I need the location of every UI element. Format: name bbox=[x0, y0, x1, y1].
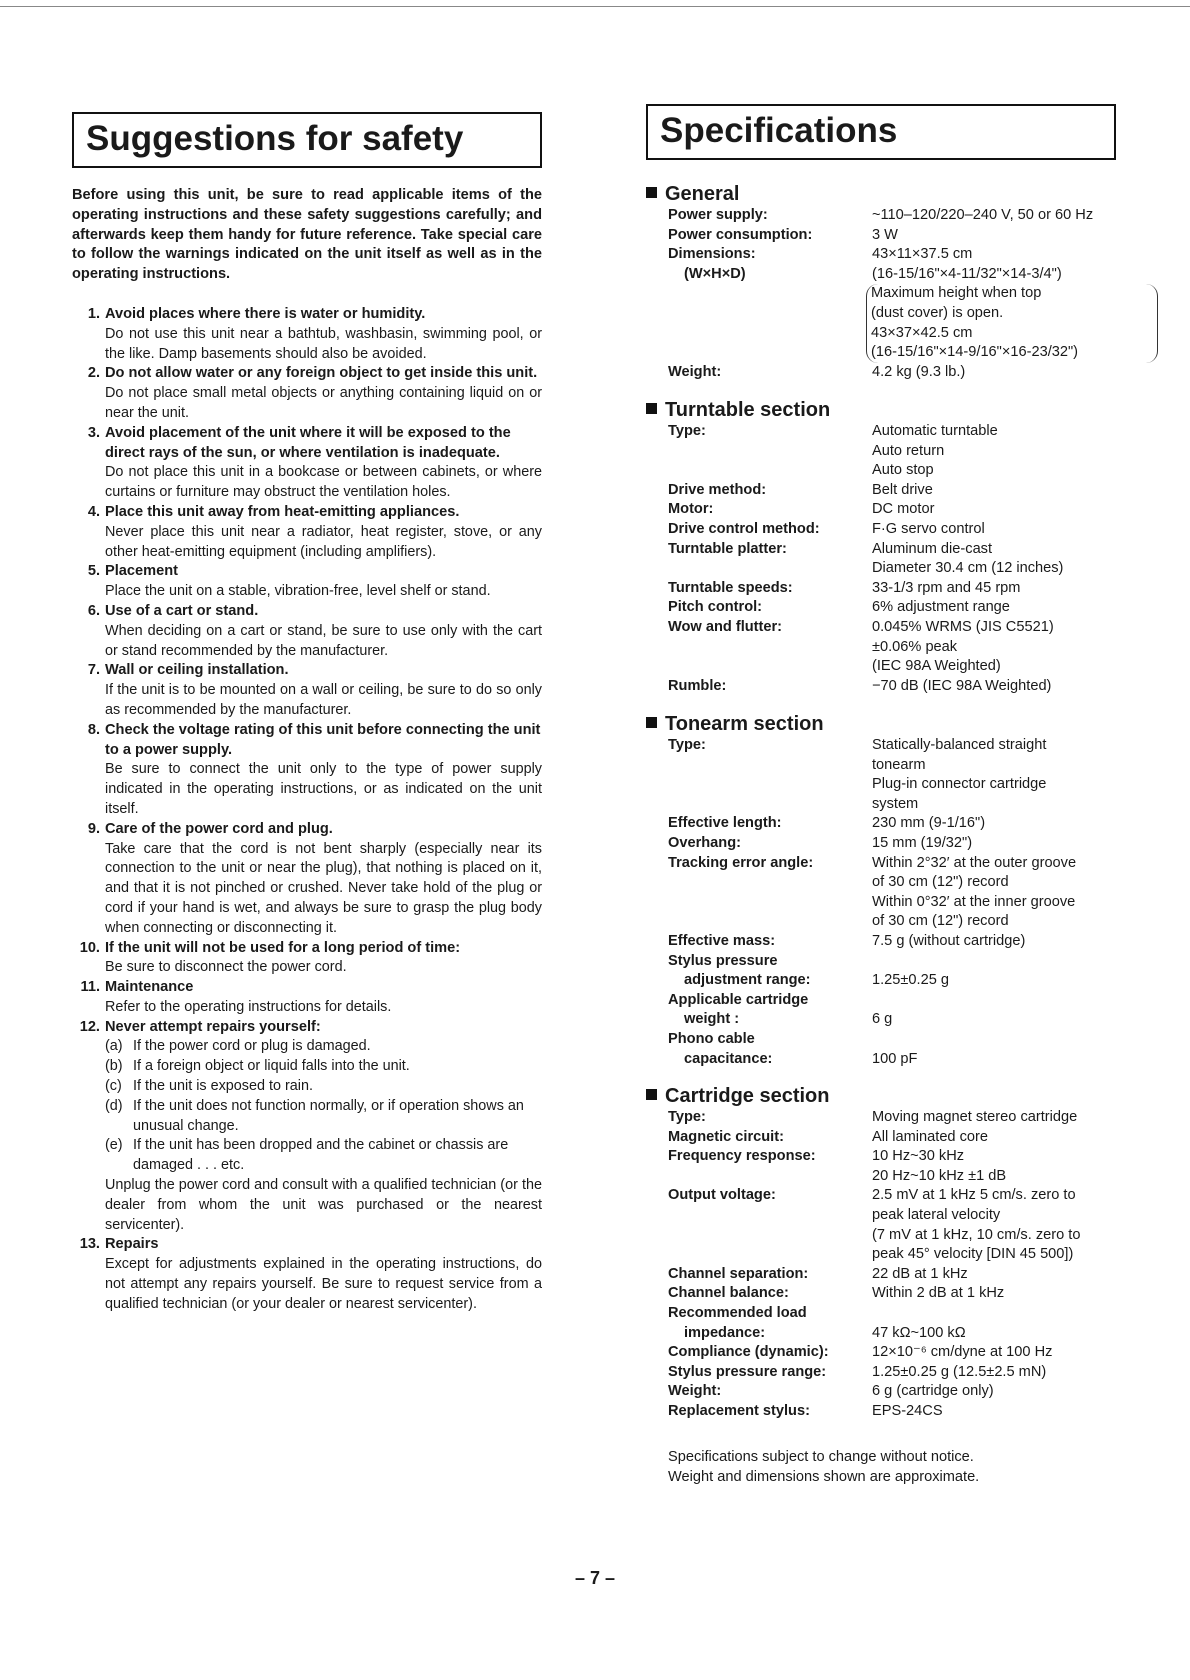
spec-value: Within 2 dB at 1 kHz bbox=[872, 1285, 1005, 1302]
tonearm-section bbox=[646, 712, 1146, 1069]
spec-value bbox=[872, 991, 1146, 1030]
spec-label: Channel separation: bbox=[668, 1265, 809, 1282]
value-line: Within 0°32′ at the inner groove bbox=[872, 893, 1076, 910]
item-body: Never place this unit near a radiator, heat register, stove, or any other heat-emitting equipment (including amplifiers). bbox=[105, 523, 542, 560]
safety-item-12 bbox=[72, 1018, 542, 1236]
sub-text: If the unit has been dropped and the cabinet or chassis are damaged . . . etc. bbox=[133, 1137, 509, 1174]
spec-value bbox=[872, 952, 1146, 991]
turntable-heading bbox=[646, 398, 1146, 422]
spec-effective-mass bbox=[646, 932, 1146, 952]
safety-item-6 bbox=[72, 602, 542, 661]
label-line: Recommended load bbox=[668, 1304, 807, 1321]
item-number: 13. bbox=[79, 1236, 100, 1253]
sub-letter: (e) bbox=[105, 1137, 123, 1154]
item-heading: Avoid placement of the unit where it will be exposed to the direct rays of the sun, or where ventilation is inadequate. bbox=[105, 424, 511, 461]
item-heading: Wall or ceiling installation. bbox=[105, 662, 289, 679]
item-body: Be sure to connect the unit only to the type of power supply indicated in the operating instructions, or as indicated on the unit itself. bbox=[105, 761, 542, 817]
spec-value: All laminated core bbox=[872, 1128, 988, 1145]
spec-label: Power consumption: bbox=[668, 226, 813, 243]
item-body: Be sure to disconnect the power cord. bbox=[105, 959, 347, 976]
spec-value bbox=[872, 854, 1146, 932]
sub-letter: (c) bbox=[105, 1078, 122, 1095]
spec-overhang bbox=[646, 834, 1146, 854]
sub-text: If the unit does not function normally, or if operation shows an unusual change. bbox=[133, 1097, 524, 1134]
item-number: 12. bbox=[79, 1018, 100, 1035]
square-bullet-icon bbox=[646, 1089, 657, 1100]
item-heading: Check the voltage rating of this unit before connecting the unit to a power supply. bbox=[105, 721, 541, 758]
spec-value: 12×10⁻⁶ cm/dyne at 100 Hz bbox=[872, 1344, 1053, 1361]
value-line: 10 Hz~30 kHz bbox=[872, 1148, 965, 1165]
item-heading: Placement bbox=[105, 563, 179, 580]
spec-motor bbox=[646, 500, 1146, 520]
spec-value: 15 mm (19/32") bbox=[872, 834, 973, 851]
item-number: 1. bbox=[87, 306, 100, 322]
spec-value: F·G servo control bbox=[872, 520, 985, 537]
value-line: Aluminum die-cast bbox=[872, 540, 993, 557]
safety-item-7 bbox=[72, 661, 542, 720]
spec-channel-separation bbox=[646, 1265, 1146, 1285]
section-title: Tonearm section bbox=[665, 713, 824, 735]
spec-label: Turntable speeds: bbox=[668, 579, 793, 596]
condition-c bbox=[105, 1077, 542, 1097]
value-line: Statically-balanced straight bbox=[872, 737, 1047, 753]
safety-item-1 bbox=[72, 305, 542, 364]
spec-replacement-stylus bbox=[646, 1402, 1146, 1422]
safety-item-2 bbox=[72, 364, 542, 423]
spec-label: Pitch control: bbox=[668, 599, 763, 616]
general-heading bbox=[646, 182, 1146, 206]
spec-label: Compliance (dynamic): bbox=[668, 1344, 829, 1361]
value-line: 2.5 mV at 1 kHz 5 cm/s. zero to bbox=[872, 1187, 1076, 1204]
spec-rumble bbox=[646, 677, 1146, 697]
dimensions-inches: (16-15/16"×4-11/32"×14-3/4") bbox=[872, 265, 1062, 282]
spec-platter bbox=[646, 540, 1146, 579]
value-line: 20 Hz~10 kHz ±1 dB bbox=[872, 1167, 1007, 1184]
spec-value: Moving magnet stereo cartridge bbox=[872, 1109, 1078, 1125]
notice-line: Weight and dimensions shown are approximate. bbox=[668, 1468, 980, 1485]
safety-item-3 bbox=[72, 424, 542, 503]
spec-value: 6 g (cartridge only) bbox=[872, 1383, 994, 1400]
item-body: If the unit is to be mounted on a wall or ceiling, be sure to do so only as recommended by the manufacturer. bbox=[105, 682, 542, 718]
page-number: – 7 – bbox=[575, 1568, 616, 1588]
safety-intro: Before using this unit, be sure to read applicable items of the operating instructions and these safety suggestions carefully; and afterwards keep them handy for future reference. Take special care to follow the warnings indicated on the unit itself as well as in the operating instructions. bbox=[72, 187, 542, 283]
item-number: 8. bbox=[87, 721, 100, 738]
spec-label: Drive control method: bbox=[668, 520, 820, 537]
spec-output-voltage bbox=[646, 1186, 1146, 1264]
sub-text: If a foreign object or liquid falls into the unit. bbox=[133, 1058, 410, 1075]
cartridge-section bbox=[646, 1084, 1146, 1422]
item-heading: If the unit will not be used for a long period of time: bbox=[105, 939, 461, 956]
spec-frequency-response bbox=[646, 1147, 1146, 1186]
value-line: 0.045% WRMS (JIS C5521) bbox=[872, 618, 1054, 635]
item-number: 5. bbox=[87, 563, 100, 580]
spec-power-consumption bbox=[646, 226, 1146, 246]
value-line: of 30 cm (12") record bbox=[872, 913, 1009, 930]
value-line: 47 kΩ~100 kΩ bbox=[872, 1324, 966, 1341]
spec-tracking-error bbox=[646, 854, 1146, 932]
note-line: 43×37×42.5 cm bbox=[871, 324, 973, 341]
item-body: Unplug the power cord and consult with a qualified technician (or the dealer from whom the unit was purchased or the nearest servicenter). bbox=[105, 1177, 542, 1233]
spec-label: Tracking error angle: bbox=[668, 854, 814, 871]
spec-value: ~110–120/220–240 V, 50 or 60 Hz bbox=[872, 207, 1094, 223]
spec-label: Effective length: bbox=[668, 815, 782, 832]
spec-value: 1.25±0.25 g (12.5±2.5 mN) bbox=[872, 1363, 1047, 1380]
item-heading: Use of a cart or stand. bbox=[105, 602, 259, 619]
condition-e bbox=[105, 1136, 542, 1176]
value-line: Auto return bbox=[872, 442, 945, 459]
spec-pitch bbox=[646, 598, 1146, 618]
value-line: peak 45° velocity [DIN 45 500]) bbox=[872, 1246, 1074, 1263]
section-title: Turntable section bbox=[665, 399, 831, 421]
item-number: 11. bbox=[80, 979, 100, 996]
spec-value: Belt drive bbox=[872, 481, 933, 498]
spec-label bbox=[668, 1304, 868, 1343]
sub-letter: (a) bbox=[105, 1038, 123, 1055]
condition-b bbox=[105, 1057, 542, 1077]
item-heading: Avoid places where there is water or humidity. bbox=[105, 306, 426, 322]
item-body: Do not use this unit near a bathtub, washbasin, swimming pool, or the like. Damp basements should also be avoided. bbox=[105, 325, 542, 362]
value-line: Diameter 30.4 cm (12 inches) bbox=[872, 560, 1064, 577]
item-heading: Repairs bbox=[105, 1236, 159, 1253]
item-number: 7. bbox=[87, 662, 100, 679]
safety-item-10 bbox=[72, 939, 542, 979]
square-bullet-icon bbox=[646, 717, 657, 728]
spec-weight bbox=[646, 363, 1146, 383]
spec-dimensions bbox=[646, 245, 1146, 363]
spec-label: Type: bbox=[668, 737, 706, 753]
spec-value: 7.5 g (without cartridge) bbox=[872, 932, 1026, 949]
spec-label: Weight: bbox=[668, 1383, 722, 1400]
spec-value bbox=[872, 245, 1146, 363]
item-number: 3. bbox=[87, 424, 100, 441]
spec-label: Effective mass: bbox=[668, 932, 776, 949]
label-line: impedance: bbox=[684, 1324, 766, 1341]
spec-stylus-pressure-range bbox=[646, 1363, 1146, 1383]
spec-effective-length bbox=[646, 814, 1146, 834]
spec-speeds bbox=[646, 579, 1146, 599]
safety-title: Suggestions for safety bbox=[72, 112, 542, 168]
spec-value: −70 dB (IEC 98A Weighted) bbox=[872, 677, 1052, 694]
value-line: 100 pF bbox=[872, 1050, 918, 1067]
label-line: adjustment range: bbox=[684, 972, 811, 989]
spec-label: Drive method: bbox=[668, 481, 767, 498]
safety-item-8 bbox=[72, 721, 542, 820]
spec-cartridge-weight-row bbox=[646, 1382, 1146, 1402]
condition-a bbox=[105, 1037, 542, 1057]
item-number: 2. bbox=[87, 365, 100, 382]
spec-drive-control bbox=[646, 520, 1146, 540]
spec-cartridge-weight bbox=[646, 991, 1146, 1030]
item-body: Do not place small metal objects or anything containing liquid on or near the unit. bbox=[105, 385, 542, 421]
spec-drive-method bbox=[646, 481, 1146, 501]
sub-letter: (d) bbox=[105, 1097, 123, 1114]
safety-item-5 bbox=[72, 562, 542, 602]
spec-label bbox=[668, 991, 868, 1030]
notice-line: Specifications subject to change without notice. bbox=[668, 1449, 974, 1465]
spec-notice bbox=[668, 1448, 979, 1488]
condition-d bbox=[105, 1097, 542, 1137]
item-body: When deciding on a cart or stand, be sure to use only with the cart or stand recommended by the manufacturer. bbox=[105, 622, 542, 659]
item-body: Do not place this unit in a bookcase or between cabinets, or where curtains or furniture may obstruct the ventilation holes. bbox=[105, 464, 542, 501]
label-line: Phono cable bbox=[668, 1030, 755, 1047]
item-body: Take care that the cord is not bent sharply (especially near its connection to the unit or near the plug), that nothing is placed on it, and that it is not pinched or crushed. Never take hold of the plug or cord if your hand is wet, and always be sure to grasp the plug body when connecting or disconnecting it. bbox=[105, 840, 542, 936]
spec-value bbox=[872, 618, 1146, 677]
safety-item-4 bbox=[72, 503, 542, 562]
spec-label: Wow and flutter: bbox=[668, 618, 783, 635]
spec-stylus-pressure bbox=[646, 952, 1146, 991]
safety-list bbox=[72, 305, 542, 1315]
spec-value bbox=[872, 1030, 1146, 1069]
spec-turntable-type bbox=[646, 422, 1146, 481]
value-line: (7 mV at 1 kHz, 10 cm/s. zero to bbox=[872, 1226, 1081, 1243]
spec-value: 3 W bbox=[872, 226, 898, 243]
square-bullet-icon bbox=[646, 187, 657, 198]
item-heading: Do not allow water or any foreign object to get inside this unit. bbox=[105, 365, 538, 382]
label-line: Applicable cartridge bbox=[668, 991, 809, 1008]
spec-label: Type: bbox=[668, 423, 706, 439]
spec-channel-balance bbox=[646, 1284, 1146, 1304]
sub-text: If the unit is exposed to rain. bbox=[133, 1078, 313, 1095]
value-line: (IEC 98A Weighted) bbox=[872, 658, 1001, 675]
value-line: Within 2°32′ at the outer groove bbox=[872, 854, 1077, 871]
note-line: Maximum height when top bbox=[871, 285, 1042, 302]
item-body: Refer to the operating instructions for details. bbox=[105, 998, 392, 1015]
item-number: 9. bbox=[87, 820, 100, 837]
repair-conditions bbox=[105, 1037, 542, 1176]
spec-value: EPS-24CS bbox=[872, 1402, 943, 1419]
spec-phono-cable bbox=[646, 1030, 1146, 1069]
dimensions-sublabel: (W×H×D) bbox=[684, 265, 746, 282]
sub-letter: (b) bbox=[105, 1058, 123, 1075]
general-section bbox=[646, 182, 1146, 382]
spec-label bbox=[668, 952, 868, 991]
value-line: ±0.06% peak bbox=[872, 638, 958, 655]
value-line: Automatic turntable bbox=[872, 423, 998, 439]
turntable-section bbox=[646, 398, 1146, 696]
safety-item-13 bbox=[72, 1235, 542, 1314]
spec-label: Channel balance: bbox=[668, 1285, 789, 1302]
item-number: 4. bbox=[87, 503, 100, 520]
dimensions-note bbox=[866, 284, 1158, 362]
item-heading: Place this unit away from heat-emitting appliances. bbox=[105, 503, 460, 520]
cartridge-heading bbox=[646, 1084, 1146, 1108]
item-heading: Care of the power cord and plug. bbox=[105, 820, 333, 837]
spec-load-impedance bbox=[646, 1304, 1146, 1343]
spec-wow-flutter bbox=[646, 618, 1146, 677]
note-line: (16-15/16"×14-9/16"×16-23/32") bbox=[871, 344, 1079, 361]
top-rule bbox=[0, 6, 1190, 7]
spec-power-supply bbox=[646, 206, 1146, 226]
spec-value bbox=[872, 422, 1146, 481]
spec-value: 6% adjustment range bbox=[872, 599, 1010, 616]
spec-label: Replacement stylus: bbox=[668, 1402, 810, 1419]
spec-magnetic-circuit bbox=[646, 1128, 1146, 1148]
value-line: system bbox=[872, 795, 919, 812]
spec-value: 230 mm (9-1/16") bbox=[872, 815, 986, 832]
item-number: 10. bbox=[79, 939, 100, 956]
note-line: (dust cover) is open. bbox=[871, 304, 1004, 321]
value-line: peak lateral velocity bbox=[872, 1206, 1001, 1223]
spec-label: Type: bbox=[668, 1109, 706, 1125]
item-heading: Maintenance bbox=[105, 979, 194, 996]
spec-tonearm-type bbox=[646, 736, 1146, 814]
value-line: of 30 cm (12") record bbox=[872, 874, 1009, 891]
label-line: Stylus pressure bbox=[668, 952, 778, 969]
safety-item-9 bbox=[72, 820, 542, 939]
item-number: 6. bbox=[87, 602, 100, 619]
spec-value bbox=[872, 1147, 1146, 1186]
spec-label: Turntable platter: bbox=[668, 540, 787, 557]
spec-label bbox=[668, 245, 868, 284]
spec-label: Output voltage: bbox=[668, 1187, 776, 1204]
dimensions-value: 43×11×37.5 cm bbox=[872, 246, 973, 263]
spec-value: 4.2 kg (9.3 lb.) bbox=[872, 363, 966, 380]
spec-value: 22 dB at 1 kHz bbox=[872, 1265, 968, 1282]
tonearm-heading bbox=[646, 712, 1146, 736]
spec-label: Weight: bbox=[668, 363, 722, 380]
spec-value bbox=[872, 736, 1146, 814]
value-line: tonearm bbox=[872, 756, 926, 773]
label-line: capacitance: bbox=[684, 1050, 773, 1067]
value-line: Plug-in connector cartridge bbox=[872, 776, 1047, 793]
spec-label: Frequency response: bbox=[668, 1148, 816, 1165]
value-line: 6 g bbox=[872, 1011, 893, 1028]
spec-label: Magnetic circuit: bbox=[668, 1128, 784, 1145]
spec-cartridge-type bbox=[646, 1108, 1146, 1128]
spec-value: 33-1/3 rpm and 45 rpm bbox=[872, 579, 1021, 596]
spec-label: Overhang: bbox=[668, 834, 741, 851]
spec-label bbox=[668, 1030, 868, 1069]
spec-compliance bbox=[646, 1343, 1146, 1363]
item-body: Except for adjustments explained in the operating instructions, do not attempt any repairs yourself. Be sure to request service from a qualified technician (or your dealer or nearest servicenter). bbox=[105, 1256, 542, 1312]
item-body: Place the unit on a stable, vibration-free, level shelf or stand. bbox=[105, 583, 491, 600]
label-line: weight : bbox=[684, 1011, 740, 1028]
section-title: General bbox=[665, 183, 740, 205]
specifications-title: Specifications bbox=[646, 104, 1116, 160]
spec-value: DC motor bbox=[872, 501, 935, 518]
section-title: Cartridge section bbox=[665, 1085, 830, 1107]
spec-value bbox=[872, 1304, 1146, 1343]
spec-label: Motor: bbox=[668, 501, 714, 518]
sub-text: If the power cord or plug is damaged. bbox=[133, 1038, 371, 1055]
spec-label: Rumble: bbox=[668, 677, 727, 694]
dimensions-label: Dimensions: bbox=[668, 246, 756, 263]
spec-label: Stylus pressure range: bbox=[668, 1363, 827, 1380]
spec-value bbox=[872, 540, 1146, 579]
square-bullet-icon bbox=[646, 403, 657, 414]
item-heading: Never attempt repairs yourself: bbox=[105, 1018, 321, 1035]
safety-item-11 bbox=[72, 978, 542, 1018]
spec-value bbox=[872, 1186, 1146, 1264]
spec-label: Power supply: bbox=[668, 207, 768, 223]
value-line: Auto stop bbox=[872, 462, 934, 479]
value-line: 1.25±0.25 g bbox=[872, 972, 949, 989]
